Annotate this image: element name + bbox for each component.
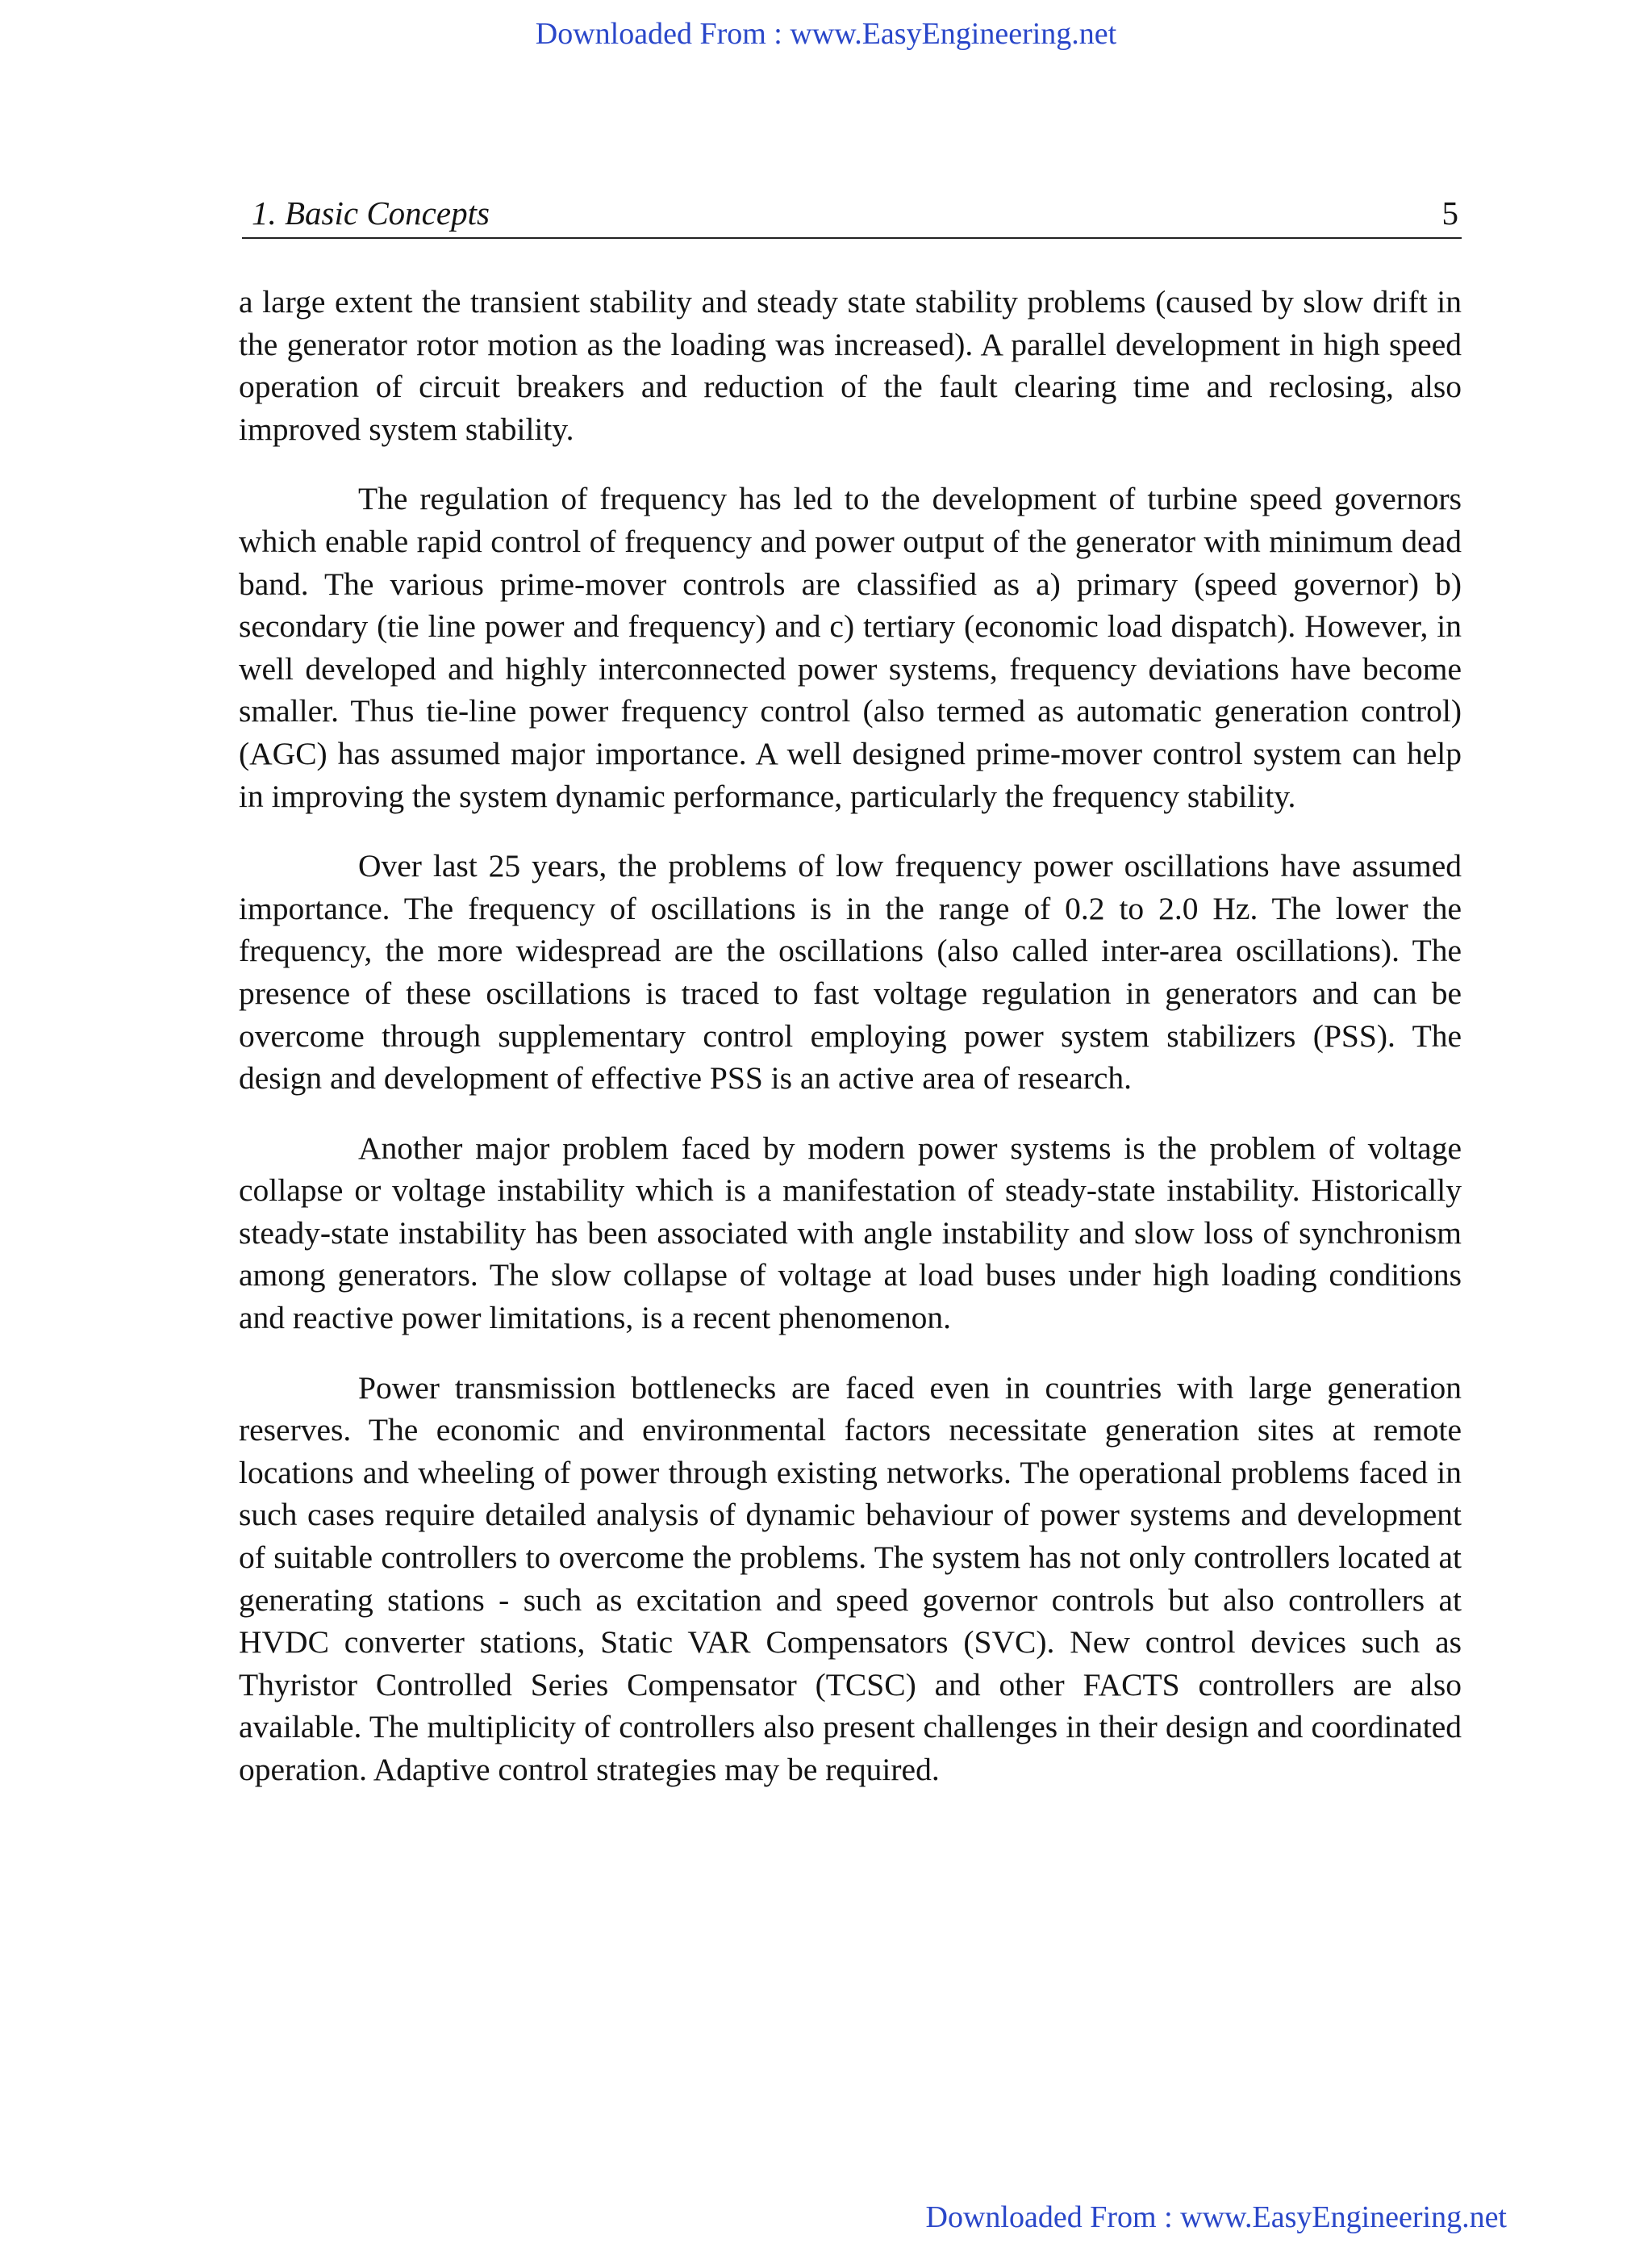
paragraph-3: Over last 25 years, the problems of low frequency power oscillations have assumed importance. The frequency of oscillations is in the range of 0.2 to 2.0 Hz. The lower the frequency, the more widespread are the oscillations (also called inter-area oscillations). The presence of these oscillations is traced to fast voltage regulation in generators and can be overcome through supplementary control employing power system stabilizers (PSS). The design and development of effective PSS is an active area of research. (239, 848, 1462, 1097)
paragraph-4: Another major problem faced by modern power systems is the problem of voltage collapse or voltage instability which is a manifestation of steady-state instability. Historically steady-state instability has been associated with angle instability and slow loss of synchronism among generators. The slow collapse of voltage at load buses under high loading conditions and reactive power limitations, is a recent phenomenon. (239, 1130, 1462, 1336)
watermark-bottom[interactable]: Downloaded From : www.EasyEngineering.net (925, 2200, 1507, 2234)
page-number: 5 (1441, 194, 1458, 232)
body-text (239, 281, 1462, 1819)
paragraph-1: a large extent the transient stability and steady state stability problems (caused by slow drift in the generator rotor motion as the loading was increased). A parallel development in high speed operation of circuit breakers and reduction of the fault clearing time and reclosing, also improved system stability. (239, 284, 1462, 447)
watermark-top[interactable]: Downloaded From : www.EasyEngineering.net (535, 17, 1117, 51)
running-head (242, 190, 1462, 239)
paragraph-5: Power transmission bottlenecks are faced even in countries with large generation reserves. The economic and environmental factors necessitate generation sites at remote locations and wheeling of power through existing networks. The operational problems faced in such cases require detailed analysis of dynamic behaviour of power systems and development of suitable controllers to overcome the problems. The system has not only controllers located at generating stations - such as excitation and speed governor controls but also controllers at HVDC converter stations, Static VAR Compensators (SVC). New control devices such as Thyristor Controlled Series Compensator (TCSC) and other FACTS controllers are also available. The multiplicity of controllers also present challenges in their design and coordinated operation. Adaptive control strategies may be required. (239, 1369, 1462, 1787)
paragraph-2: The regulation of frequency has led to the development of turbine speed governors which enable rapid control of frequency and power output of the generator with minimum dead band. The various prime-mover controls are classified as a) primary (speed governor) b) secondary (tie line power and frequency) and c) tertiary (economic load dispatch). However, in well developed and highly interconnected power systems, frequency deviations have become smaller. Thus tie-line power frequency control (also termed as automatic generation control) (AGC) has assumed major importance. A well designed prime-mover control system can help in improving the system dynamic performance, particularly the frequency stability. (239, 481, 1462, 814)
chapter-title: 1. Basic Concepts (252, 194, 490, 232)
